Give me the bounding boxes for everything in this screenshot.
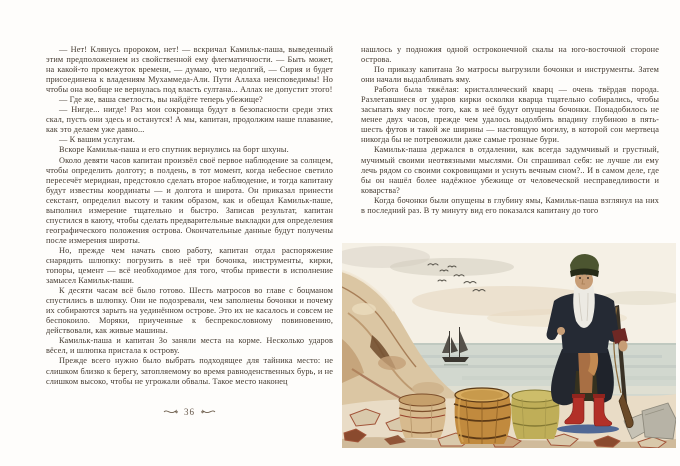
illustration-shore-scene bbox=[342, 243, 676, 448]
paragraph: По приказу капитана Зо матросы выгрузили бочонки и инструменты. Затем они начали выдалбливать яму. bbox=[361, 65, 659, 85]
paragraph: Работа была тяжёлая: кристаллический кварц — очень твёрдая порода. Разлетавшиеся от ударов кирки осколки кварца тщательно собирались, чтобы засыпать яму после того, как в неё будут опущены бочонки. Понадобилось не менее двух часов, прежде чем удалось выдолбить впадину глубиною в пять-шесть футов и такой же ширины — настоящую могилу, в которой сон мертвеца никогда бы не потревожили даже самые грозные бури. bbox=[361, 85, 659, 145]
paragraph: — Нигде... нигде! Раз мои сокровища будут в безопасности среди этих скал, пусть они здесь и останутся! А мы, капитан, продолжим наше плавание, как это делаем уже давно... bbox=[46, 105, 333, 135]
hand-on-hip bbox=[557, 327, 565, 335]
hand-on-rifle bbox=[619, 341, 628, 352]
paragraph: — Нет! Клянусь пророком, нет! — вскричал Камильк-паша, выведенный этим предположением из свойственной ему флегматичности. — Быть может, на какой-то промежуток времени, — думаю, что недолгий, — Сирия и будет присоединена к владениям Мухаммеда-Али. Пути Аллаха неисповедимы! Но чтобы она вообще не вернулась под власть султана... Аллах не допустит этого! bbox=[46, 45, 333, 95]
folio-ornament-left-icon bbox=[163, 408, 179, 416]
paragraph: К десяти часам всё было готово. Шесть матросов во главе с боцманом спустились в шлюпку. Они не подозревали, чем заполнены бочонки и почему их собираются зарыть на уединённом острове. Это их не касалось и совсем не беспокоило. Моряки, приученные к беспрекословному повиновению, действовали, как живые машины. bbox=[46, 286, 333, 336]
left-text-column bbox=[46, 45, 333, 387]
paragraph: Камильк-паша держался в отдалении, как всегда задумчивый и грустный, мучимый своими неотвязными мыслями. Он спрашивал себя: не лучше ли ему лечь рядом со своими сокровищами и уснуть вечным сном?.. И в самом деле, где бы он нашёл более надёжное убежище от человеческой несправедливости и коварства? bbox=[361, 145, 659, 195]
barrel-middle bbox=[454, 388, 511, 444]
paragraph: Прежде всего нужно было выбрать подходящее для тайника место: не слишком близко к берегу, затопляемому во время равноденственных бурь, и не слишком высоко, чтобы не угрожали обвалы. Такое место наконец bbox=[46, 356, 333, 386]
paragraph: — Где же, ваша светлость, вы найдёте теперь убежище? bbox=[59, 95, 263, 105]
paragraph: Вскоре Камильк-паша и его спутник вернулись на борт шхуны. bbox=[59, 145, 289, 155]
paragraph: Но, прежде чем начать свою работу, капитан отдал распоряжение снарядить шлюпку: погрузить в неё три бочонка, инструменты, кирки, топоры, цемент — всё необходимое для того, чтобы привести в исполнение замысел Камильк-паши. bbox=[46, 245, 333, 286]
right-text-column bbox=[361, 45, 659, 216]
white-beard bbox=[573, 285, 595, 328]
page-number: 36 bbox=[184, 407, 195, 417]
paragraph: нашлось у подножия одной остроконечной скалы на юго-восточной стороне острова. bbox=[361, 45, 659, 65]
paragraph: Камильк-паша и капитан Зо заняли места на корме. Несколько ударов вёсел, и шлюпка пристала к острову. bbox=[46, 336, 333, 356]
page-right bbox=[340, 0, 680, 466]
paragraph: Около девяти часов капитан произвёл своё первое наблюдение за солнцем, чтобы определить долготу; в полдень, в тот момент, когда небесное светило пересечёт меридиан, предстояло сделать второе наблюдение, и тогда капитану будут известны координаты — и долгота и широта. Он приказал принести секстант, определил высоту и таким образом, как и обещал Камильк-паше, выполнил измерение тщательно и быстро. Записав результат, капитан спустился в каюту, чтобы сделать предварительные выкладки для определения географического положения острова. Окончательные данные будут получены после измерения широты. bbox=[46, 155, 333, 245]
page-number-footer bbox=[46, 407, 333, 417]
folio-ornament-right-icon bbox=[200, 408, 216, 416]
paragraph: — К вашим услугам. bbox=[59, 135, 135, 145]
paragraph: Когда бочонки были опущены в глубину ямы, Камильк-паша взглянул на них в последний раз. В ту минуту вид его показался капитану до того bbox=[361, 195, 659, 215]
